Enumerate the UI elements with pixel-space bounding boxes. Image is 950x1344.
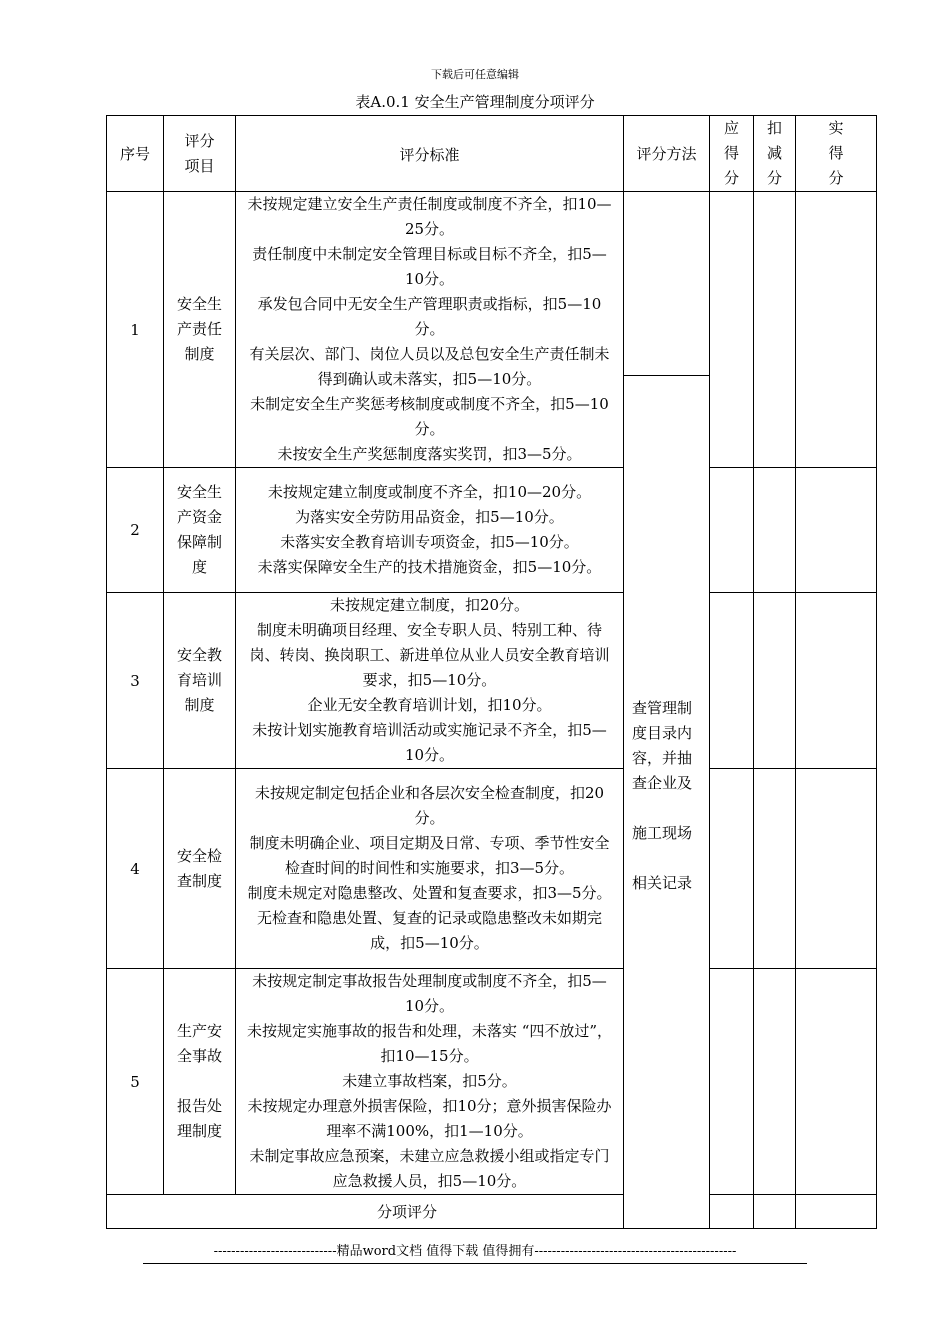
- header-deduct-score: 扣 减 分: [754, 116, 796, 192]
- row-4-actual-score: [796, 769, 877, 969]
- table-row: [107, 769, 877, 969]
- row-5-criteria: 未按规定制定事故报告处理制度或制度不齐全，扣5—10分。 未按规定实施事故的报告和处理，未落实 “四不放过”，扣10—15分。 未建立事故档案，扣5分。 未按规定办理意外损害保险，扣10分；意外损害保险办理率不满100%，扣1—10分。 未制定事故应急预案，未建立应急救援小组或指定专门应急救援人员，扣5—10分。: [236, 969, 624, 1195]
- header-row: [107, 116, 877, 192]
- row-1-criteria: 未按规定建立安全生产责任制度或制度不齐全，扣10—25分。 责任制度中未制定安全管理目标或目标不齐全，扣5—10分。 承发包合同中无安全生产管理职责或指标，扣5—10分。 有关层次、部门、岗位人员以及总包安全生产责任制未得到确认或未落实，扣5—10分。 未制定安全生产奖惩考核制度或制度不齐全，扣5—10分。 未按安全生产奖惩制度落实奖罚，扣3—5分。: [236, 192, 624, 468]
- evaluation-method: 查管理制 度目录内 容，并抽 查企业及 施工现场 相关记录: [624, 376, 710, 1229]
- row-4-deduct-score: [754, 769, 796, 969]
- row-1-due-score: [710, 192, 754, 468]
- row-4-item: 安全检 查制度: [164, 769, 236, 969]
- row-5-due-score: [710, 969, 754, 1195]
- row-4-seq: 4: [107, 769, 164, 969]
- row-1-actual-score: [796, 192, 877, 468]
- subtotal-row: [107, 1195, 877, 1229]
- row-3-due-score: [710, 593, 754, 769]
- header-item: 评分 项目: [164, 116, 236, 192]
- row-5-deduct-score: [754, 969, 796, 1195]
- row-2-criteria: 未按规定建立制度或制度不齐全，扣10—20分。 为落实安全劳防用品资金，扣5—10分。 未落实安全教育培训专项资金，扣5—10分。 未落实保障安全生产的技术措施资金，扣5—10分。: [236, 468, 624, 593]
- table-row: [107, 192, 877, 376]
- row-5-seq: 5: [107, 969, 164, 1195]
- row-2-item: 安全生 产资金 保障制 度: [164, 468, 236, 593]
- footer-rule: [143, 1263, 807, 1264]
- row-4-criteria: 未按规定制定包括企业和各层次安全检查制度，扣20分。 制度未明确企业、项目定期及日常、专项、季节性安全检查时间的时间性和实施要求，扣3—5分。 制度未规定对隐患整改、处置和复查要求，扣3—5分。 无检查和隐患处置、复查的记录或隐患整改未如期完成，扣5—10分。: [236, 769, 624, 969]
- table-row: [107, 593, 877, 769]
- row-4-due-score: [710, 769, 754, 969]
- row-3-seq: 3: [107, 593, 164, 769]
- header-actual-score: 实 得 分: [796, 116, 877, 192]
- page-header: 下载后可任意编辑: [431, 68, 519, 81]
- row-1-deduct-score: [754, 192, 796, 468]
- row-1-method-upper: [624, 192, 710, 376]
- row-2-actual-score: [796, 468, 877, 593]
- row-5-actual-score: [796, 969, 877, 1195]
- subtotal-deduct-score: [754, 1195, 796, 1229]
- row-3-criteria: 未按规定建立制度，扣20分。 制度未明确项目经理、安全专职人员、特别工种、待岗、转岗、换岗职工、新进单位从业人员安全教育培训要求，扣5—10分。 企业无安全教育培训计划，扣10分。 未按计划实施教育培训活动或实施记录不齐全，扣5—10分。: [236, 593, 624, 769]
- row-2-seq: 2: [107, 468, 164, 593]
- row-1-seq: 1: [107, 192, 164, 468]
- subtotal-label: 分项评分: [107, 1195, 710, 1229]
- subtotal-due-score: [710, 1195, 754, 1229]
- scoring-table: [106, 115, 877, 1229]
- header-due-score: 应 得 分: [710, 116, 754, 192]
- row-3-deduct-score: [754, 593, 796, 769]
- row-1-item: 安全生 产责任 制度: [164, 192, 236, 468]
- header-method: 评分方法: [624, 116, 710, 192]
- row-5-item: 生产安 全事故 报告处 理制度: [164, 969, 236, 1195]
- table-title: 表A.0.1 安全生产管理制度分项评分: [355, 93, 595, 111]
- row-3-actual-score: [796, 593, 877, 769]
- row-3-item: 安全教 育培训 制度: [164, 593, 236, 769]
- row-2-deduct-score: [754, 468, 796, 593]
- header-criteria: 评分标准: [236, 116, 624, 192]
- subtotal-actual-score: [796, 1195, 877, 1229]
- bottom-separator: ----------------------------精品word文档 值得下载 值得拥有----------------------------------------------: [213, 1244, 737, 1259]
- table-row: [107, 969, 877, 1195]
- header-seq: 序号: [107, 116, 164, 192]
- row-2-due-score: [710, 468, 754, 593]
- table-row: [107, 468, 877, 593]
